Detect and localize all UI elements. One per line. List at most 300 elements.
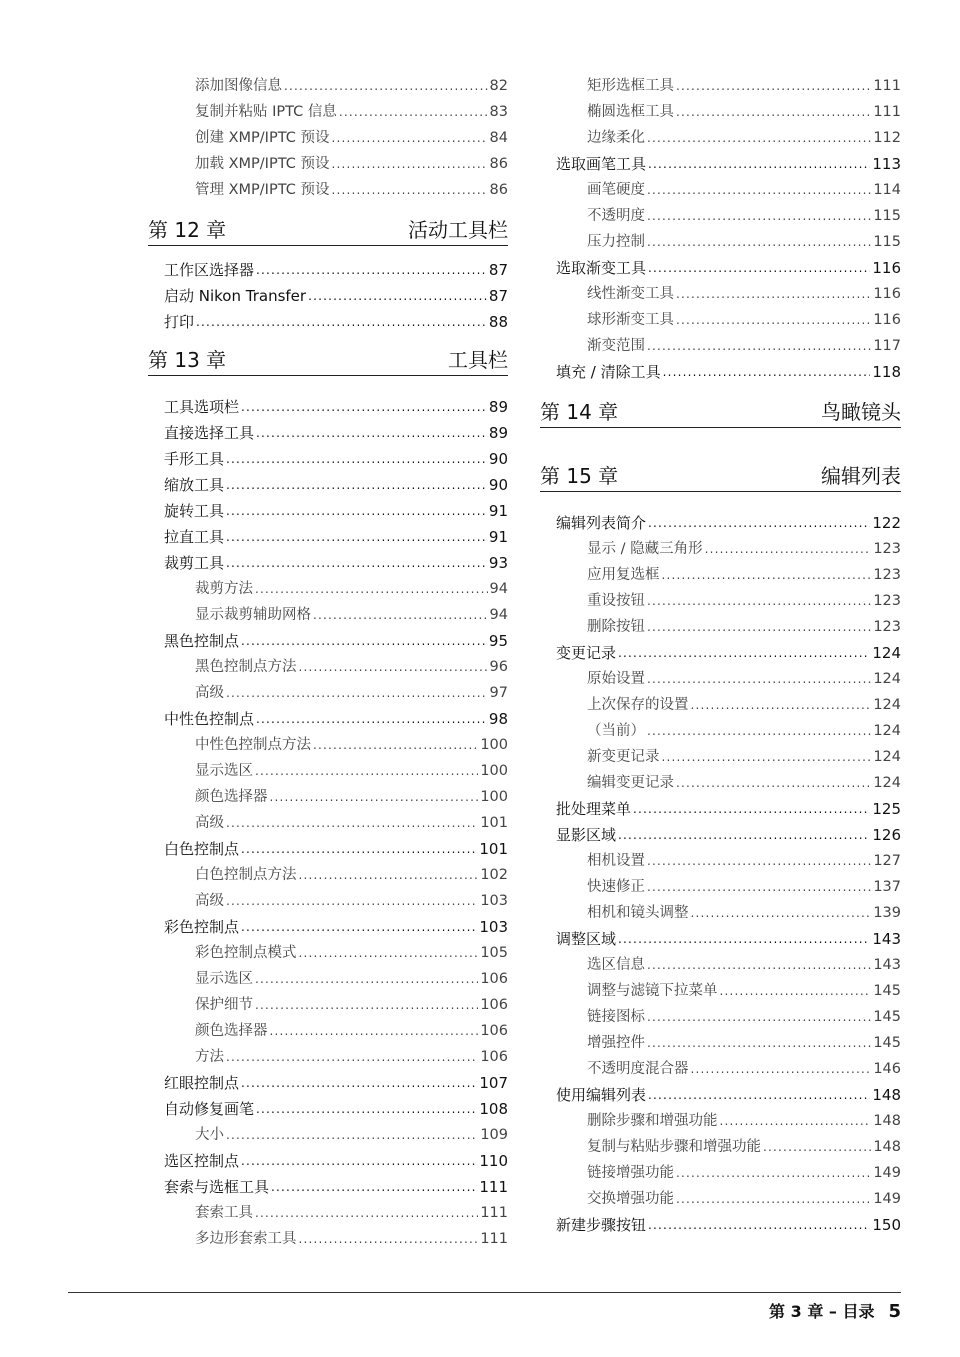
toc-entry-title: 拉直工具: [164, 528, 225, 546]
toc-entry-page: 96: [489, 659, 508, 675]
chapter-14-title: 鸟瞰镜头: [821, 400, 901, 424]
toc-entry-title: 复制并粘贴 IPTC 信息: [195, 104, 337, 120]
toc-leader-dots: [331, 181, 487, 200]
toc-entry[interactable]: [148, 885, 508, 911]
toc-leader-dots: [313, 736, 478, 755]
toc-entry-title: 删除按钮: [587, 619, 645, 635]
toc-entry[interactable]: [540, 174, 901, 200]
toc-entry-title: 白色控制点: [164, 840, 240, 858]
toc-entry[interactable]: [540, 689, 901, 715]
toc-entry-page: 137: [873, 879, 901, 895]
toc-entry[interactable]: [540, 330, 901, 356]
toc-entry[interactable]: [540, 356, 901, 382]
toc-entry-page: 90: [488, 450, 508, 468]
toc-leader-dots: [308, 287, 487, 306]
toc-leader-dots: [647, 337, 871, 356]
toc-entry-page: 145: [873, 1035, 901, 1051]
toc-leader-dots: [331, 129, 487, 148]
toc-entry[interactable]: [148, 443, 508, 469]
toc-entry-title: 保护细节: [195, 997, 253, 1013]
toc-entry-title: 增强控件: [587, 1035, 645, 1051]
toc-leader-dots: [226, 684, 488, 703]
toc-entry-page: 149: [873, 1165, 901, 1181]
toc-right-top-list: [540, 70, 901, 382]
toc-entry-page: 103: [480, 893, 508, 909]
toc-entry-title: 管理 XMP/IPTC 预设: [195, 182, 330, 198]
toc-leader-dots: [270, 1022, 479, 1041]
toc-entry[interactable]: [148, 911, 508, 937]
toc-entry[interactable]: [148, 96, 508, 122]
toc-entry[interactable]: [148, 937, 508, 963]
toc-entry-title: 编辑列表简介: [556, 514, 647, 532]
toc-entry-page: 145: [873, 983, 901, 999]
toc-entry-page: 126: [872, 826, 901, 844]
toc-entry-title: 应用复选框: [587, 567, 660, 583]
toc-entry[interactable]: [148, 677, 508, 703]
toc-entry-page: 106: [480, 971, 508, 987]
toc-entry[interactable]: [148, 122, 508, 148]
toc-entry-title: 套索工具: [195, 1205, 253, 1221]
toc-entry-page: 150: [872, 1216, 901, 1234]
toc-leader-dots: [255, 580, 488, 599]
toc-entry-title: 红眼控制点: [164, 1074, 240, 1092]
toc-leader-dots: [676, 285, 871, 304]
toc-entry[interactable]: [540, 507, 901, 533]
chapter-15-title: 编辑列表: [821, 464, 901, 488]
toc-leader-dots: [648, 1216, 870, 1235]
toc-entry-title: 链接图标: [587, 1009, 645, 1025]
toc-entry-page: 90: [488, 476, 508, 494]
toc-entry[interactable]: [540, 1053, 901, 1079]
toc-entry-page: 108: [479, 1100, 508, 1118]
toc-leader-dots: [255, 1204, 478, 1223]
toc-entry-title: 加载 XMP/IPTC 预设: [195, 156, 330, 172]
toc-entry[interactable]: [148, 625, 508, 651]
toc-entry-page: 93: [488, 554, 508, 572]
toc-leader-dots: [676, 1164, 871, 1183]
toc-entry-page: 148: [872, 1086, 901, 1104]
toc-entry-page: 94: [489, 581, 508, 597]
toc-entry-title: 编辑变更记录: [587, 775, 674, 791]
toc-entry[interactable]: [540, 767, 901, 793]
toc-entry-title: 显影区域: [556, 826, 617, 844]
toc-entry[interactable]: [540, 1001, 901, 1027]
toc-entry-title: 复制与粘贴步骤和增强功能: [587, 1139, 761, 1155]
toc-entry-title: 方法: [195, 1049, 224, 1065]
toc-entry-title: 颜色选择器: [195, 789, 268, 805]
toc-entry[interactable]: [148, 859, 508, 885]
toc-left-column: [148, 70, 508, 1249]
chapter-14-number: 第 14 章: [540, 400, 619, 424]
toc-leader-dots: [647, 1008, 871, 1027]
toc-leader-dots: [763, 1138, 871, 1157]
toc-leader-dots: [256, 424, 487, 443]
toc-leader-dots: [299, 866, 479, 885]
toc-entry-title: 选区控制点: [164, 1152, 240, 1170]
toc-entry[interactable]: [540, 897, 901, 923]
toc-entry[interactable]: [540, 975, 901, 1001]
toc-leader-dots: [618, 644, 870, 663]
toc-entry[interactable]: [540, 96, 901, 122]
toc-entry-page: 127: [873, 853, 901, 869]
toc-leader-dots: [226, 814, 478, 833]
toc-entry[interactable]: [540, 1027, 901, 1053]
toc-leader-dots: [676, 77, 871, 96]
toc-leader-dots: [241, 1074, 477, 1093]
toc-leader-dots: [691, 904, 872, 923]
toc-entry[interactable]: [148, 1015, 508, 1041]
toc-entry-title: 渐变范围: [587, 338, 645, 354]
toc-entry-title: 工具选项栏: [164, 398, 240, 416]
chapter-13-list: [148, 391, 508, 1249]
toc-entry[interactable]: [148, 148, 508, 174]
toc-entry-title: 链接增强功能: [587, 1165, 674, 1181]
toc-leader-dots: [647, 670, 871, 689]
toc-leader-dots: [647, 1034, 871, 1053]
toc-entry[interactable]: [148, 280, 508, 306]
toc-leader-dots: [299, 658, 488, 677]
toc-entry-title: 添加图像信息: [195, 78, 282, 94]
chapter-12-list: [148, 254, 508, 332]
toc-entry[interactable]: [540, 70, 901, 96]
toc-leader-dots: [226, 1048, 478, 1067]
toc-entry[interactable]: [540, 611, 901, 637]
toc-entry-page: 122: [872, 514, 901, 532]
toc-entry-title: 矩形选框工具: [587, 78, 674, 94]
toc-entry-title: 中性色控制点方法: [195, 737, 311, 753]
toc-entry-page: 102: [480, 867, 508, 883]
toc-entry-page: 83: [489, 104, 508, 120]
toc-leader-dots: [647, 878, 871, 897]
toc-entry-page: 148: [873, 1139, 901, 1155]
toc-entry[interactable]: [148, 306, 508, 332]
toc-leader-dots: [299, 944, 479, 963]
toc-leader-dots: [226, 892, 478, 911]
toc-entry[interactable]: [540, 819, 901, 845]
chapter-12-number: 第 12 章: [148, 218, 227, 242]
toc-entry[interactable]: [540, 949, 901, 975]
toc-entry-page: 111: [873, 78, 901, 94]
toc-leader-dots: [647, 233, 871, 252]
toc-entry-title: 直接选择工具: [164, 424, 255, 442]
toc-entry-title: 删除步骤和增强功能: [587, 1113, 718, 1129]
toc-leader-dots: [647, 852, 871, 871]
toc-entry[interactable]: [540, 148, 901, 174]
toc-entry-title: 显示选区: [195, 971, 253, 987]
toc-entry-page: 91: [488, 502, 508, 520]
chapter-12-title: 活动工具栏: [408, 218, 508, 242]
toc-entry-page: 124: [873, 749, 901, 765]
toc-entry[interactable]: [148, 469, 508, 495]
toc-entry[interactable]: [540, 559, 901, 585]
toc-entry-page: 94: [489, 607, 508, 623]
toc-entry-page: 124: [873, 723, 901, 739]
toc-entry[interactable]: [540, 715, 901, 741]
toc-entry[interactable]: [148, 70, 508, 96]
toc-entry[interactable]: [540, 1131, 901, 1157]
toc-entry[interactable]: [148, 807, 508, 833]
toc-entry-title: 高级: [195, 815, 224, 831]
toc-entry-title: 交换增强功能: [587, 1191, 674, 1207]
toc-entry-page: 125: [872, 800, 901, 818]
toc-entry[interactable]: [148, 547, 508, 573]
toc-entry[interactable]: [540, 252, 901, 278]
toc-leader-dots: [241, 1152, 477, 1171]
toc-entry[interactable]: [148, 417, 508, 443]
toc-entry[interactable]: [148, 1171, 508, 1197]
toc-entry-page: 124: [873, 697, 901, 713]
toc-entry-page: 113: [872, 155, 901, 173]
toc-entry-title: 显示 / 隐藏三角形: [587, 541, 703, 557]
toc-entry-title: 重设按钮: [587, 593, 645, 609]
toc-entry[interactable]: [148, 963, 508, 989]
toc-entry-page: 116: [872, 259, 901, 277]
toc-entry-title: 选取渐变工具: [556, 259, 647, 277]
toc-entry-title: 裁剪方法: [195, 581, 253, 597]
toc-entry-title: 相机和镜头调整: [587, 905, 689, 921]
toc-entry-title: 打印: [164, 313, 195, 331]
page-footer: [769, 1299, 901, 1322]
toc-entry-title: 球形渐变工具: [587, 312, 674, 328]
toc-leader-dots: [648, 259, 870, 278]
toc-entry-title: 自动修复画笔: [164, 1100, 255, 1118]
toc-entry[interactable]: [148, 989, 508, 1015]
toc-entry-title: （当前）: [587, 723, 645, 739]
toc-entry-title: 选取画笔工具: [556, 155, 647, 173]
toc-entry-title: 多边形套索工具: [195, 1231, 297, 1247]
toc-entry-page: 91: [488, 528, 508, 546]
toc-entry-title: 显示裁剪辅助网格: [195, 607, 311, 623]
toc-leader-dots: [226, 450, 487, 469]
toc-entry-page: 112: [873, 130, 901, 146]
toc-leader-dots: [256, 261, 487, 280]
toc-left-top-list: [148, 70, 508, 200]
toc-entry-page: 117: [873, 338, 901, 354]
toc-entry-title: 新变更记录: [587, 749, 660, 765]
toc-leader-dots: [241, 840, 477, 859]
toc-entry-page: 143: [873, 957, 901, 973]
toc-entry[interactable]: [148, 755, 508, 781]
toc-entry-title: 原始设置: [587, 671, 645, 687]
toc-entry-page: 148: [873, 1113, 901, 1129]
toc-entry[interactable]: [540, 122, 901, 148]
toc-leader-dots: [662, 566, 872, 585]
toc-entry-title: 边缘柔化: [587, 130, 645, 146]
toc-entry[interactable]: [540, 1105, 901, 1131]
toc-entry-title: 白色控制点方法: [195, 867, 297, 883]
toc-entry[interactable]: [148, 521, 508, 547]
toc-leader-dots: [648, 155, 870, 174]
toc-leader-dots: [196, 313, 487, 332]
toc-entry-page: 109: [480, 1127, 508, 1143]
toc-entry-page: 139: [873, 905, 901, 921]
toc-leader-dots: [226, 1126, 478, 1145]
toc-leader-dots: [256, 710, 487, 729]
toc-entry-page: 95: [488, 632, 508, 650]
toc-entry-page: 87: [488, 287, 508, 305]
toc-leader-dots: [255, 996, 478, 1015]
toc-entry[interactable]: [148, 729, 508, 755]
toc-entry-page: 101: [480, 815, 508, 831]
toc-leader-dots: [241, 398, 487, 417]
toc-leader-dots: [255, 970, 478, 989]
toc-leader-dots: [618, 826, 870, 845]
toc-leader-dots: [647, 956, 871, 975]
toc-entry-title: 高级: [195, 685, 224, 701]
toc-entry[interactable]: [540, 845, 901, 871]
toc-entry[interactable]: [148, 599, 508, 625]
toc-entry[interactable]: [148, 391, 508, 417]
toc-entry-page: 114: [873, 182, 901, 198]
toc-entry[interactable]: [540, 200, 901, 226]
toc-entry[interactable]: [540, 1157, 901, 1183]
toc-entry[interactable]: [148, 1041, 508, 1067]
toc-entry-title: 批处理菜单: [556, 800, 632, 818]
toc-entry-title: 椭圆选框工具: [587, 104, 674, 120]
toc-leader-dots: [720, 982, 872, 1001]
toc-entry[interactable]: [540, 637, 901, 663]
toc-entry-page: 89: [488, 424, 508, 442]
toc-entry-page: 86: [489, 156, 508, 172]
footer-page-number: 5: [888, 1301, 901, 1322]
toc-entry-page: 87: [488, 261, 508, 279]
toc-leader-dots: [299, 1230, 479, 1249]
toc-entry-page: 84: [489, 130, 508, 146]
toc-entry-page: 106: [480, 1023, 508, 1039]
toc-entry-page: 110: [479, 1152, 508, 1170]
toc-entry-title: 调整区域: [556, 930, 617, 948]
toc-entry-page: 116: [873, 286, 901, 302]
toc-entry[interactable]: [148, 781, 508, 807]
toc-entry-page: 100: [480, 737, 508, 753]
toc-entry-page: 103: [479, 918, 508, 936]
toc-leader-dots: [313, 606, 488, 625]
toc-entry-title: 彩色控制点模式: [195, 945, 297, 961]
toc-leader-dots: [270, 788, 479, 807]
toc-entry-title: 工作区选择器: [164, 261, 255, 279]
toc-entry-page: 105: [480, 945, 508, 961]
toc-entry[interactable]: [148, 833, 508, 859]
toc-entry[interactable]: [148, 1145, 508, 1171]
toc-entry-page: 86: [489, 182, 508, 198]
toc-entry-page: 115: [873, 208, 901, 224]
toc-entry[interactable]: [148, 1067, 508, 1093]
toc-entry-title: 快速修正: [587, 879, 645, 895]
toc-entry-page: 124: [872, 644, 901, 662]
toc-leader-dots: [339, 103, 488, 122]
toc-entry-page: 146: [873, 1061, 901, 1077]
toc-entry-title: 不透明度: [587, 208, 645, 224]
toc-leader-dots: [226, 554, 487, 573]
toc-entry[interactable]: [148, 254, 508, 280]
toc-entry-page: 111: [480, 1205, 508, 1221]
chapter-15-heading: [540, 460, 901, 492]
toc-entry-page: 89: [488, 398, 508, 416]
toc-entry-page: 115: [873, 234, 901, 250]
toc-entry-page: 145: [873, 1009, 901, 1025]
toc-entry-title: 启动 Nikon Transfer: [164, 287, 307, 305]
toc-entry[interactable]: [148, 174, 508, 200]
toc-entry-title: 裁剪工具: [164, 554, 225, 572]
toc-entry-page: 143: [872, 930, 901, 948]
toc-leader-dots: [633, 800, 870, 819]
toc-entry[interactable]: [540, 1209, 901, 1235]
toc-entry[interactable]: [540, 585, 901, 611]
toc-entry-title: 调整与滤镜下拉菜单: [587, 983, 718, 999]
toc-entry-page: 101: [479, 840, 508, 858]
toc-entry[interactable]: [540, 923, 901, 949]
toc-entry-title: 高级: [195, 893, 224, 909]
toc-entry-page: 97: [489, 685, 508, 701]
toc-leader-dots: [226, 476, 487, 495]
toc-leader-dots: [241, 632, 487, 651]
toc-entry[interactable]: [148, 651, 508, 677]
toc-leader-dots: [226, 528, 487, 547]
toc-entry[interactable]: [540, 663, 901, 689]
toc-entry[interactable]: [540, 741, 901, 767]
toc-entry[interactable]: [540, 793, 901, 819]
toc-entry-page: 123: [873, 541, 901, 557]
chapter-13-title: 工具栏: [448, 348, 508, 372]
toc-leader-dots: [284, 77, 488, 96]
toc-entry-title: 相机设置: [587, 853, 645, 869]
chapter-15-number: 第 15 章: [540, 464, 619, 488]
toc-leader-dots: [647, 722, 871, 741]
toc-leader-dots: [647, 181, 871, 200]
toc-leader-dots: [676, 774, 871, 793]
toc-entry-title: 画笔硬度: [587, 182, 645, 198]
toc-entry[interactable]: [148, 573, 508, 599]
toc-entry[interactable]: [540, 226, 901, 252]
toc-leader-dots: [647, 592, 871, 611]
toc-leader-dots: [691, 1060, 872, 1079]
toc-leader-dots: [648, 1086, 870, 1105]
toc-entry-title: 颜色选择器: [195, 1023, 268, 1039]
toc-entry-page: 124: [873, 671, 901, 687]
toc-entry-page: 123: [873, 619, 901, 635]
toc-right-column: [540, 70, 901, 1235]
toc-entry[interactable]: [148, 1093, 508, 1119]
chapter-13-number: 第 13 章: [148, 348, 227, 372]
toc-entry-title: 压力控制: [587, 234, 645, 250]
toc-entry[interactable]: [148, 1223, 508, 1249]
toc-entry[interactable]: [148, 1119, 508, 1145]
chapter-14-heading: [540, 396, 901, 428]
toc-leader-dots: [676, 1190, 871, 1209]
toc-entry-page: 100: [480, 789, 508, 805]
toc-leader-dots: [676, 103, 871, 122]
toc-entry[interactable]: [148, 1197, 508, 1223]
toc-leader-dots: [647, 129, 871, 148]
toc-entry-page: 107: [479, 1074, 508, 1092]
toc-entry-page: 106: [480, 997, 508, 1013]
toc-leader-dots: [226, 502, 487, 521]
toc-entry-title: 选区信息: [587, 957, 645, 973]
toc-leader-dots: [663, 363, 871, 382]
toc-entry[interactable]: [540, 533, 901, 559]
toc-entry[interactable]: [540, 278, 901, 304]
toc-leader-dots: [647, 618, 871, 637]
toc-entry-page: 98: [488, 710, 508, 728]
toc-entry[interactable]: [540, 304, 901, 330]
toc-entry[interactable]: [540, 871, 901, 897]
chapter-13-heading: [148, 344, 508, 376]
toc-entry[interactable]: [540, 1079, 901, 1105]
toc-entry[interactable]: [148, 703, 508, 729]
toc-entry[interactable]: [540, 1183, 901, 1209]
toc-entry[interactable]: [148, 495, 508, 521]
toc-entry-page: 106: [480, 1049, 508, 1065]
